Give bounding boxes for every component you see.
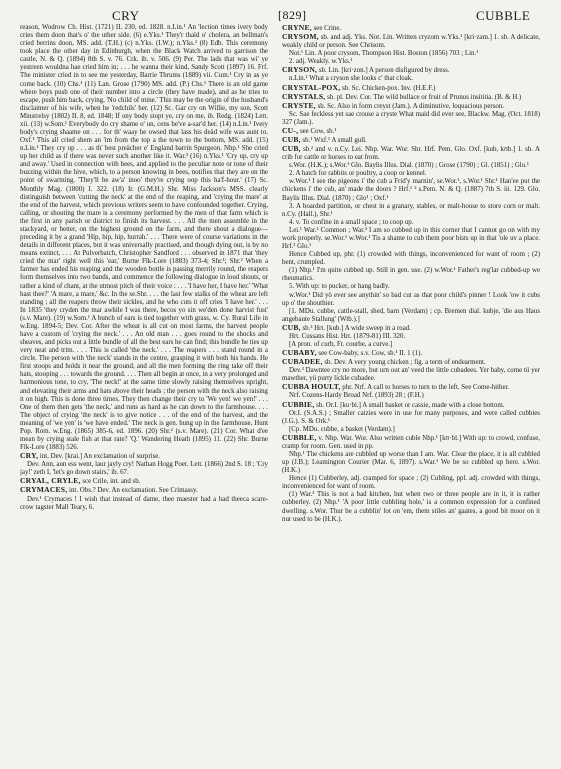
- headword: CUB,: [282, 144, 301, 154]
- entry-paragraph: [282, 162, 540, 170]
- headword: CRYAL, CRYLE,: [20, 476, 81, 486]
- entry-paragraph: [282, 451, 540, 475]
- entry-paragraph: [282, 308, 540, 324]
- right-column: [282, 24, 540, 762]
- entry-paragraph: [20, 24, 268, 452]
- entry-text: phr. Nrf. A call to horses to turn to the left. See Come-hither.: [342, 384, 510, 392]
- entry-text: [1. MDu. cubbe, cattle-stall, shed, barn (Verdam) ; cp. Bremen dial. kubje, 'die aus Haus angebaute Stallung' (Wtb.).]: [282, 307, 540, 323]
- entry-text: w.Wor.¹ Did yö ever see anythin' so bad cut as that poor child's pinner ! Look 'ow it cubs up o' the shouthier.: [282, 291, 540, 307]
- headword: CRYSOM,: [282, 32, 319, 42]
- headword: CUBBIE,: [282, 399, 315, 409]
- entry-paragraph: [282, 491, 540, 523]
- entry-text: sb.¹ Wxf.¹ A small gull.: [302, 137, 367, 145]
- headword: CRYSTALS,: [282, 91, 326, 101]
- entry-text: Dev. Ann, aun ess went, laur jayly cry! Nathan Hogg Poet. Lett. (1866) 2nd S. 18 ; 'Cry jay!' zeth I, 'let's go down stairs,' ib. 67.: [20, 461, 268, 477]
- dictionary-entry: [20, 452, 268, 461]
- entry-text: Not.¹ Lin. A poor crysom, Thompson Hist. Boston (1856) 703 ; Lin.¹: [289, 50, 479, 58]
- entry-paragraph: [282, 111, 540, 127]
- entry-text: sb. Or.I. [ku·bi.] A small basket or cassie, made with a close bottom.: [316, 401, 505, 409]
- entry-paragraph: [282, 251, 540, 267]
- entry-text: Or.I. (S.A.S.) ; Smaller caizies were in use for many purposes, and were called cubbies (J.G.). S. & Ork.¹: [282, 409, 540, 425]
- dictionary-entry: [282, 358, 540, 367]
- headword: CUBBA HOULT,: [282, 382, 341, 392]
- entry-text: (1) War.³ This is not a bad kitchen, but when two or three people are in it, it is rather cubberley. (2) Nhp.¹ 'A poor little cubbling hole,' is a common expression for a confined dwelling. s.Wor. Thur be a cubblin' lot on 'em, them stiles an' gaates, a good bit moor on it nur used to be (H.K.).: [282, 491, 540, 523]
- entry-paragraph: [282, 267, 540, 283]
- entry-paragraph: [282, 219, 540, 227]
- entry-text: sb.³ Hrt. [kub.] A wide sweep in a road.: [302, 324, 411, 332]
- entry-paragraph: [282, 392, 540, 400]
- entry-paragraph: [282, 227, 540, 251]
- entry-paragraph: [282, 341, 540, 349]
- entry-paragraph: [20, 496, 268, 512]
- entry-text: [Cp. MDu. cubbe, a basket (Verdam).]: [289, 425, 395, 433]
- entry-text: [A pron. of curb, Fr. courbe, a curve.]: [289, 340, 393, 348]
- entry-paragraph: [282, 178, 540, 202]
- entry-text: Sc. Sae feckless yet sae crouse a cryste What maid did ever see, Blackw. Mag. (Oct. 1818) 327 (Jam.).: [282, 110, 540, 126]
- header-left-guideword: CRY: [112, 8, 140, 23]
- entry-paragraph: [282, 410, 540, 426]
- headword: CRYMACES,: [20, 485, 68, 495]
- headword: CUB,: [282, 322, 301, 332]
- dictionary-entry: [282, 434, 540, 451]
- dictionary-entry: [282, 136, 540, 145]
- headword: CRYSTE,: [282, 100, 316, 110]
- entry-text: Dev.³ Dawntee cry no more, but urn out an' veed the little cubadees. Yer baby, come tü yer mawther, yü purty lickle cubadee.: [282, 367, 540, 383]
- entry-paragraph: [282, 58, 540, 66]
- entry-text: sb. Lin. [kri·zon.] A person disfigured by dress.: [318, 67, 450, 75]
- dictionary-entry: [282, 127, 540, 136]
- entry-text: 4. v. To confine in a small space ; to coop up.: [289, 218, 414, 226]
- entry-text: see Cow-baby, s.v. Cow, sb.¹ II. 1 (1).: [318, 350, 423, 358]
- entry-paragraph: [282, 170, 540, 178]
- headword: CUBABY,: [282, 348, 317, 358]
- entry-text: sce Crile, int. and sb.: [82, 478, 141, 486]
- dictionary-entry: [20, 486, 268, 495]
- headword: CRYSON,: [282, 65, 318, 75]
- entry-text: sb. Dev. A very young chicken ; fig. a term of endearment.: [324, 359, 486, 367]
- entry-paragraph: [282, 292, 540, 308]
- entry-paragraph: [20, 461, 268, 477]
- dictionary-entry: [282, 66, 540, 75]
- entry-text: int. Obs.? Dev. An exclamation. See Crimassy.: [69, 487, 198, 495]
- dictionary-entry: [282, 383, 540, 392]
- entry-text: n.Lin.¹ What a cryson she looks c' that cloak.: [289, 75, 413, 83]
- entry-text: Hrt. Cussans Hist. Hrt. (1879-81) III. 320.: [289, 332, 406, 340]
- entry-text: Hence Cubbed up, phr. (1) crowded with things, inconvenienced for want of room ; (2) bent, crumpled.: [282, 251, 540, 267]
- dictionary-entry: [282, 401, 540, 410]
- entry-text: w.Wor.¹ I see the pigeons i' the cub a Frid'y marnin', se.Wor.¹, s.Wor.¹ Shr.¹ Han'ee put the chickens i' the cub, an' made the doors ? Hrf.¹ ² s.Pem. N. & Q. (1887) 7th S. iii. 129. Glo. Baylis Illus. Dial. (1870) ; Glo¹ ; Oxf.¹: [282, 178, 540, 202]
- entry-text: v. Nhp. War. Wor. Also written cuble Nhp.¹ [kʊ·bl.] With up: to crowd, confuse, cramp for room. Gen. used in pp.: [282, 434, 540, 450]
- left-column: [20, 24, 268, 762]
- headword: CUBADEE,: [282, 357, 323, 367]
- dictionary-entry: [282, 324, 540, 333]
- entry-text: 2. A hatch for rabbits or poultry, a coop or kennel.: [289, 170, 427, 178]
- headword: CU-,: [282, 125, 299, 135]
- dictionary-entry: [282, 24, 540, 33]
- dictionary-entry: [282, 102, 540, 111]
- dictionary-entry: [282, 93, 540, 102]
- entry-text: 2. adj. Weakly. w.Yks.¹: [289, 58, 353, 66]
- entry-text: int. Dev. [krai.] An exclamation of surprise.: [39, 453, 161, 461]
- entry-text: Nrf. Cozens-Hardy Broad Nrf. (1893) 28 ; (F.H.): [289, 392, 424, 400]
- entry-text: 5. With up: to pucker, or hang badly.: [289, 283, 390, 291]
- dictionary-entry: [282, 33, 540, 50]
- entry-paragraph: [282, 203, 540, 219]
- entry-paragraph: [282, 333, 540, 341]
- entry-text: Nhp.¹ The chickens are cubbled up worse than I am. War. Clear the place, it is all cubbled up (J.B.); Leamington Courier (Mar. 6, 1897). s.War.¹ We be so cubbled up here. s.Wor. (H.K.): [282, 450, 540, 475]
- entry-text: sb. and adj. Yks. Not. Lin. Written cryzom w.Yks.¹ [kri·zəm.] 1. sb. A delicate, weakly child or person. See Chrisom.: [282, 34, 540, 50]
- entry-text: 3. A boarded partition, or chest in a granary, stables, or malt-house to store corn or malt. n.Cy. (Hall.), Shr.¹: [282, 202, 540, 218]
- entry-text: sb.² and v. n.Cy. Lei. Nhp. War. Wor. Shr. Hrf. Pem. Glo. Oxf. [kub, kʊb.] 1. sb. A crib for cattle or horses to eat from.: [282, 146, 540, 162]
- headword: CRYSTAL-POX,: [282, 82, 341, 92]
- entry-text: Dev.¹ Crymaces ! I wish that instead of dame, thee maester had a had theeca scare-crow tagster Mall Teary, 6.: [20, 495, 268, 511]
- entry-text: Hence (1) Cubberley, adj. cramped for space ; (2) Cubling, ppl. adj. crowded with things, inconvenienced for want of room.: [282, 475, 540, 491]
- headword: CRY,: [20, 451, 39, 461]
- header-right-guideword: CUBBLE: [476, 8, 531, 23]
- entry-paragraph: [282, 283, 540, 291]
- entry-text: reason, Wodrow Ch. Hist. (1721) II. 230, ed. 1828. n.Lin.¹ An 'lection times ivery body cries them doon that's o' the uther side. (6) e.Yks.¹ They'r thaïd o' cholera, an bellman's cried berrins doon, MS. add. (T.H.) (c) n.Yks. (I.W.); n.Yks.² (8) Edb. This ceremony took place the other day in Edinburgh, when the Black Watch arrived to garrison the castle, N. & Q. (1894) 8th S. v. 76. Crk. ib. v. 506. (9) Per. The lads that was wi' ye yestreen wouldna hae cried him in; . . . he wanna their kind, Sandy Scott (1897) 16. Frf. The minister cried in to see me yesterday, Barrie Thrums (1889) vii. Cum.¹ Cry in as ye come back. (10) Chs.¹ (11) Lan. Grose (1790) MS. add. (P.) Chs.¹ There is an old game where boys push one of their number into a circle (they have made), and as he tries to escape, push him back, crying, 'No child of mine.' This may be the origin of the husband's disclaimer of his wife, when he 'redchils' her. (12) Sc. Gar cry on Willie, my son, Scott Minstrelsy (1802) II. 8, ed. 1848; If ony body stopt ye, cry on me, ib. Redg. (1824) Lett. xii. (13) w.Som.¹ Everybody do cry shame o' un, cens he've a-sar'd her. (14) n.Lin.¹ Ivery body's crying shaame on . . . for th' waay he owsed that lass his deäd wife was aunt to. Oxf.¹ This all cried shem an 'im from the top a the town to the bottom, MS. add. (15) n.Lin.¹ They cry up . . . as th' best preächer e' England barrin Spurgeon. Nhp.¹ She cried up her child as if there was never such another like it. War.³ (16) n.Yks.¹ 'Cry up, cry up and away.' Used in connection with bees, and applied to the peculiar note or tone of their buzzing within the hive, which, to a person knowing in bees, notifies that they are on the point of swarming. 'They'll be aw'a' inoo' they're crying oop this ha'f-hour.' (17) Sc. Monthly Mag. (1800) I. 322. (18) Ir. (G.M.H.) Shr. Miss Jackson's MSS. clearly distinguish between 'cutting the neck' at the end of the reaping, and 'crying the mare' at the end of the harvest, which previous writers seem to have confounded together. Crying, calling, or shouting the mare is a ceremony performed by the men of that farm which is the first in any parish or district to finish its harvest. . . . All the men assemble in the stackyard, or better, on the highest ground on the farm, and there shout a dialogue—preceding it by a grand 'Hip, hip, hip, hurrah.' . . . There were of course variations in the details in different places, but it was universally practised, and though dying out, is by no means extinct, . . . At Pulverbatch, Christopher Sandford . . . observed in 1871 that 'they cried the mar' right well this 'ear,' Burne Flk-Lore (1883) 373-4; Shr.¹; Shr.² When a farmer has ended his reaping and the wooden bottle is passing merrily round, the reapers form themselves into two bands, and commence the following dialogue in loud shouts, or rather a kind of chant, at the utmost pitch of their voice : . . . 'I have her, I have her.' 'What hast thee?' 'A mare, a mare,' &c. In the se.Shr. . . . the last few stalks of the wheat are left standing ; all the reapers throw their sickles, and he who cuts it off cries 'I have her.' . . . In 1835 'they cryden the mar awhile I was there, becos yo sin we'den done harvist fust' (s.v. Mare). (19) w.Som.¹ A bunch of ears is tied together with grass, w. Cy. Rural Life in w.Eng. 1894-5; Dev. Cor. After the wheat is all cut on most farms, the harvest people have a custom of 'crying the neck.' . . . An old man . . . goes round to the shocks and sheaves, and picks out a little bundle of all the best ears he can find; this bundle he ties up very neat and trim. . . . This is called 'the neck.' . . . The reapers . . . stand round in a circle. The person with 'the neck' stands in the centre, grasping it with both his hands. He first stoops and holds it near the ground, and all the men forming the ring take off their hats, stooping . . . towards the ground. . . . Then all begin at once, in a very prolonged and harmonious tone, to cry, 'The neck!' at the same time slowly raising themselves upright, and elevating their arms and hats above their heads ; the person with the neck also raising it on high. This is done three times. They then change their cry to 'We yen! we yen!' . . . One of them then gets 'the neck,' and runs as hard as he can down to the farmhouse. . . . The object of crying 'the neck' is to give notice . . . of the end of the harvest, and the meaning of 'we yen' is 'we have ended.' The neck is gen. hung up in the farmhouse, Hunt Pop. Rom. w.Eng. (1865) 385-6, ed. 1896. (20) Shr.² (s.v. Mare). (21) Cor. What d'ee mean by crying stale fish at that rate? 'Q.' Wandering Heath (1895) 11. (22) Shr. Burne Flk-Lore (1883) 526.: [20, 24, 268, 452]
- headword: CUB,: [282, 135, 301, 145]
- page-number: [829]: [278, 8, 307, 22]
- entry-text: s.Wor. (H.K.); s.Wor.¹ Glo. Baylis Illus. Dial. (1870) ; Grose (1790) ; Gl. (1851) ; Glo.¹: [289, 162, 529, 170]
- entry-paragraph: [282, 50, 540, 58]
- entry-text: (1) Nhp.¹ I'm quite cubbed up. Still in gen. use. (2) w.Wor.¹ Father's reg'lar cubbed-up we rheumatics.: [282, 267, 540, 283]
- entry-text: sb. pl. Dev. Cor. The wild bullace or fruit of Prunus insititia. (B. & H.): [327, 93, 522, 101]
- entry-text: Lei.¹ War.² Common ; War.³ I am so cubbed up in this corner that I cannot go on with my work properly. se.Wor.¹ w.Wor.¹ Tis a shame to cub them poor bists up in that 'ole uv a place. Hrf.² Glo.¹: [282, 226, 540, 251]
- entry-paragraph: [282, 475, 540, 491]
- entry-text: see Cow, sb.¹: [299, 127, 337, 135]
- entry-paragraph: [282, 426, 540, 434]
- headword: CRYNE,: [282, 24, 312, 32]
- entry-text: sb. Sc. Also in form creyst (Jam.). A diminutive, loquacious person.: [317, 102, 504, 110]
- entry-paragraph: [282, 367, 540, 383]
- entry-text: see Crine.: [313, 25, 342, 32]
- page-header: [20, 6, 541, 24]
- dictionary-entry: [282, 145, 540, 162]
- headword: CUBBLE,: [282, 432, 317, 442]
- entry-text: sb. Sc. Chicken-pox. Inv. (H.E.F.): [342, 84, 436, 92]
